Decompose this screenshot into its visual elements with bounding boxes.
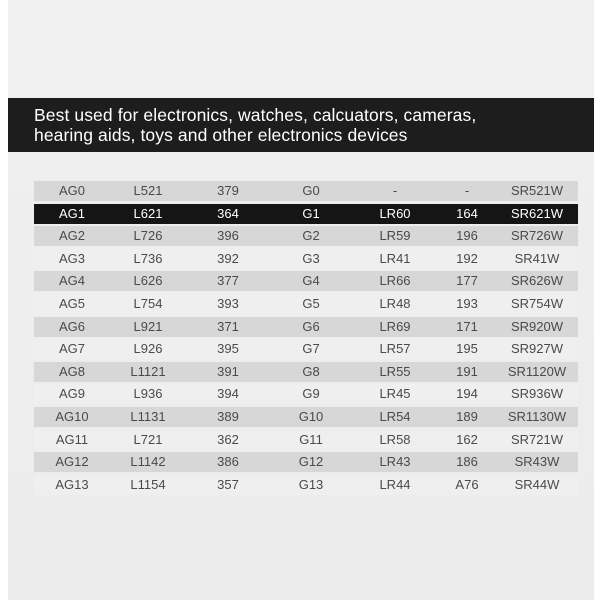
table-cell: 392 [217,250,239,266]
table-cell: 171 [456,318,478,334]
table-row [34,430,578,450]
table-cell: LR44 [379,476,411,492]
table-cell: L921 [133,318,163,334]
table-cell: AG2 [58,228,85,244]
table-cell: SR927W [510,341,564,357]
table-cell: SR621W [510,205,564,221]
usage-banner-line-1: Best used for electronics, watches, calcuators, cameras, [34,105,477,125]
table-cell: LR41 [379,250,411,266]
table-row [34,181,578,201]
table-cell: L1154 [130,476,166,492]
table-cell: 389 [217,408,239,424]
table-cell: 391 [217,363,239,379]
table-cell: G3 [302,250,320,266]
table-cell: AG13 [55,476,89,492]
table-cell: SR936W [510,386,564,402]
table-cell: 164 [456,205,478,221]
table-cell: AG10 [55,408,89,424]
table-cell: AG1 [58,205,85,221]
table-cell: L721 [133,431,163,447]
table-cell: LR57 [379,341,411,357]
table-cell: SR626W [510,273,564,289]
table-cell: SR44W [514,476,560,492]
table-cell: AG11 [55,431,89,447]
table-cell: AG4 [58,273,85,289]
battery-equivalence-table [34,181,578,497]
table-cell: G8 [302,363,320,379]
table-cell: AG12 [55,454,89,470]
table-cell: AG8 [58,363,85,379]
table-cell: 196 [456,228,478,244]
table-cell: SR43W [514,454,560,470]
table-cell: SR721W [510,431,564,447]
table-cell: 191 [456,363,478,379]
table-cell: G13 [298,476,324,492]
table-cell: L1142 [130,454,166,470]
table-row [34,249,578,269]
table-cell: AG3 [58,250,85,266]
table-cell: 194 [456,386,478,402]
table-cell: G2 [302,228,320,244]
table-cell: 195 [456,341,478,357]
table-row [34,407,578,427]
table-row [34,294,578,314]
table-cell: LR45 [379,386,411,402]
table-cell: SR521W [510,183,564,198]
table-cell: 364 [217,205,239,221]
table-cell: G12 [298,454,324,470]
table-cell: AG0 [58,183,85,198]
table-cell: LR48 [379,295,411,311]
table-row-highlighted [34,204,578,224]
table-cell: L754 [133,295,163,311]
table-row [34,384,578,404]
table-cell: L736 [133,250,163,266]
table-cell: L1131 [130,408,166,424]
table-cell: 371 [217,318,239,334]
table-cell: G5 [302,295,320,311]
table-cell: 357 [217,476,239,492]
table-cell: 393 [217,295,239,311]
table-cell: L1121 [130,363,166,379]
usage-banner-line-2: hearing aids, toys and other electronics devices [34,125,408,145]
table-cell: 379 [217,183,239,198]
table-cell: 189 [456,408,478,424]
table-cell: G7 [302,341,320,357]
table-cell: SR726W [510,228,564,244]
table-cell: G1 [302,205,320,221]
table-cell: LR66 [379,273,411,289]
table-cell: SR1120W [507,363,567,379]
table-cell: 192 [456,250,478,266]
table-cell: G4 [302,273,320,289]
table-cell: L936 [133,386,163,402]
table-cell: L521 [133,183,163,198]
table-row [34,475,578,495]
table-cell: 186 [456,454,478,470]
table-cell: LR54 [379,408,411,424]
table-cell: 394 [217,386,239,402]
table-row [34,271,578,291]
table-cell: 386 [217,454,239,470]
table-cell: LR60 [379,205,411,221]
table-cell: LR58 [379,431,411,447]
table-cell: 395 [217,341,239,357]
table-row [34,362,578,382]
table-cell: LR43 [379,454,411,470]
usage-banner [8,98,594,152]
table-row [34,452,578,472]
table-cell: - [392,183,398,198]
table-cell: A76 [455,476,479,492]
table-cell: SR920W [510,318,564,334]
table-cell: SR41W [514,250,560,266]
table-cell: 162 [456,431,478,447]
table-cell: 177 [456,273,478,289]
table-cell: LR59 [379,228,411,244]
table-cell: G11 [299,431,323,447]
table-cell: L626 [133,273,163,289]
table-cell: G9 [302,386,320,402]
table-cell: G0 [302,183,320,198]
table-cell: AG6 [58,318,85,334]
table-cell: G10 [298,408,324,424]
table-cell: AG7 [58,341,85,357]
table-cell: 377 [217,273,239,289]
table-cell: SR754W [510,295,564,311]
table-row [34,226,578,246]
table-cell: L726 [133,228,163,244]
table-cell: 396 [217,228,239,244]
table-cell: 193 [456,295,478,311]
table-cell: - [464,183,470,198]
table-cell: L926 [133,341,163,357]
table-cell: LR55 [379,363,411,379]
table-cell: LR69 [379,318,411,334]
table-cell: G6 [302,318,320,334]
table-cell: L621 [133,205,163,221]
table-cell: SR1130W [507,408,567,424]
table-row [34,339,578,359]
table-cell: AG5 [58,295,85,311]
table-cell: AG9 [58,386,85,402]
table-cell: 362 [217,431,239,447]
table-row [34,317,578,337]
